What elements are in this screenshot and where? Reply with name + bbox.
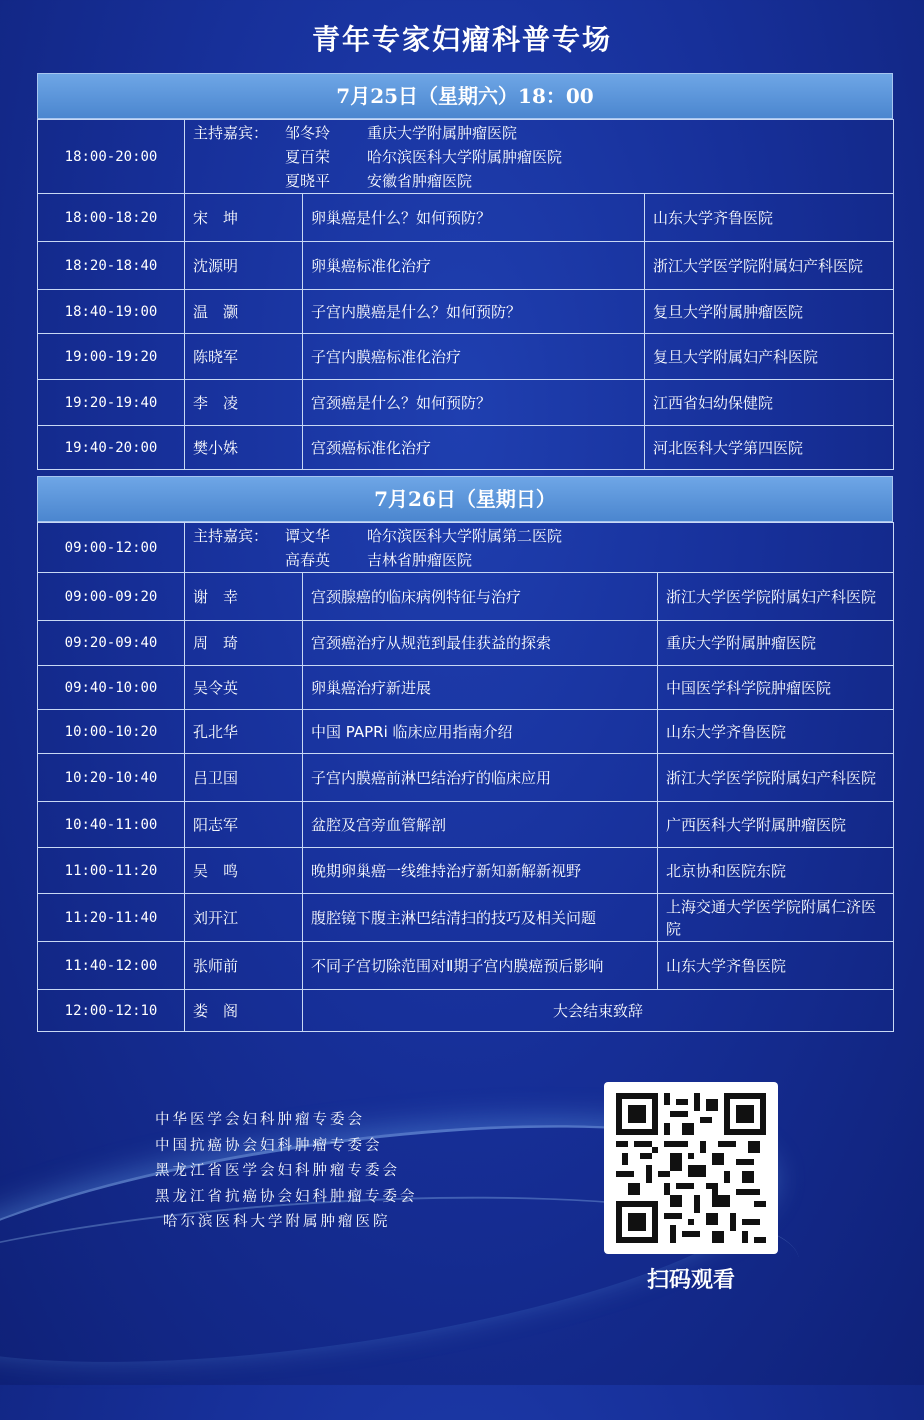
row-topic: 宫颈癌是什么？如何预防？ — [303, 380, 645, 426]
host-time: 09:00-12:00 — [38, 523, 185, 573]
schedule-row — [38, 621, 894, 666]
row-speaker: 李 凌 — [185, 380, 303, 426]
host-line — [193, 548, 885, 572]
organizer: 中华医学会妇科肿瘤专委会 — [155, 1112, 365, 1128]
row-speaker: 娄 阁 — [185, 990, 303, 1032]
row-speaker: 周 琦 — [185, 621, 303, 666]
row-topic: 晚期卵巢癌一线维持治疗新知新解新视野 — [303, 848, 658, 894]
organizer: 哈尔滨医科大学附属肿瘤医院 — [163, 1214, 391, 1230]
row-speaker: 张师前 — [185, 942, 303, 990]
row-topic: 卵巢癌治疗新进展 — [303, 666, 658, 710]
schedule-row — [38, 942, 894, 990]
row-speaker: 阳志军 — [185, 802, 303, 848]
qr-code-icon — [616, 1093, 766, 1243]
row-topic: 宫颈癌标准化治疗 — [303, 426, 645, 470]
row-time: 09:40-10:00 — [38, 666, 185, 710]
schedule-row — [38, 754, 894, 802]
host-line — [193, 524, 885, 548]
host-org: 哈尔滨医科大学附属肿瘤医院 — [367, 147, 563, 166]
row-org: 江西省妇幼保健院 — [645, 380, 894, 426]
schedule-row — [38, 710, 894, 754]
host-org: 重庆大学附属肿瘤医院 — [367, 123, 518, 142]
host-name: 夏百荣 — [285, 147, 331, 166]
row-speaker: 陈晓军 — [185, 334, 303, 380]
row-org: 重庆大学附属肿瘤医院 — [658, 621, 894, 666]
host-line — [193, 169, 885, 193]
row-org: 浙江大学医学院附属妇产科医院 — [658, 754, 894, 802]
row-time: 19:00-19:20 — [38, 334, 185, 380]
organizer: 中国抗癌协会妇科肿瘤专委会 — [155, 1137, 383, 1154]
row-topic: 中国 PAPRi 临床应用指南介绍 — [303, 710, 658, 754]
host-name: 谭文华 — [285, 526, 331, 545]
page-title: 青年专家妇瘤科普专场 — [311, 23, 612, 56]
row-topic: 卵巢癌是什么？如何预防？ — [303, 194, 645, 242]
day2-schedule-table — [37, 522, 894, 1032]
row-topic: 盆腔及宫旁血管解剖 — [303, 802, 658, 848]
row-speaker: 吴 鸣 — [185, 848, 303, 894]
row-time: 18:20-18:40 — [38, 242, 185, 290]
schedule-row — [38, 194, 894, 242]
row-speaker: 樊小姝 — [185, 426, 303, 470]
row-topic: 子宫内膜癌是什么？如何预防？ — [303, 290, 645, 334]
row-time: 11:40-12:00 — [38, 942, 185, 990]
row-org: 山东大学齐鲁医院 — [658, 942, 894, 990]
host-line — [193, 145, 885, 169]
host-name: 邹冬玲 — [285, 123, 331, 142]
schedule-row — [38, 290, 894, 334]
organizer: 黑龙江省抗癌协会妇科肿瘤专委会 — [155, 1188, 418, 1205]
row-time: 10:20-10:40 — [38, 754, 185, 802]
row-time: 19:20-19:40 — [38, 380, 185, 426]
schedule-row — [38, 573, 894, 621]
host-org: 吉林省肿瘤医院 — [367, 550, 473, 569]
closing-text: 大会结束致辞 — [303, 990, 894, 1032]
schedule-row — [38, 894, 894, 942]
closing-row — [38, 990, 894, 1032]
row-time: 11:20-11:40 — [38, 894, 185, 942]
row-time: 10:00-10:20 — [38, 710, 185, 754]
row-topic: 不同子宫切除范围对Ⅱ期子宫内膜癌预后影响 — [303, 942, 658, 990]
host-name: 夏晓平 — [285, 171, 331, 190]
row-topic: 卵巢癌标准化治疗 — [303, 242, 645, 290]
schedule-row — [38, 242, 894, 290]
row-org: 山东大学齐鲁医院 — [658, 710, 894, 754]
row-speaker: 孔北华 — [185, 710, 303, 754]
row-org: 复旦大学附属肿瘤医院 — [645, 290, 894, 334]
row-time: 09:00-09:20 — [38, 573, 185, 621]
row-speaker: 吴令英 — [185, 666, 303, 710]
host-line — [193, 121, 885, 145]
schedule-row — [38, 334, 894, 380]
day1-schedule-table — [37, 119, 894, 470]
row-org: 山东大学齐鲁医院 — [645, 194, 894, 242]
schedule-row — [38, 848, 894, 894]
row-org: 广西医科大学附属肿瘤医院 — [658, 802, 894, 848]
host-name: 高春英 — [285, 550, 331, 569]
row-time: 10:40-11:00 — [38, 802, 185, 848]
host-org: 安徽省肿瘤医院 — [367, 171, 473, 190]
row-org: 复旦大学附属妇产科医院 — [645, 334, 894, 380]
row-speaker: 温 灏 — [185, 290, 303, 334]
host-label: 主持嘉宾： — [193, 123, 269, 142]
row-speaker: 谢 幸 — [185, 573, 303, 621]
row-org: 中国医学科学院肿瘤医院 — [658, 666, 894, 710]
day2-host-row — [38, 523, 894, 573]
host-cell — [185, 120, 894, 194]
day2-header: 7月26日（星期日） — [37, 476, 893, 522]
schedule-row — [38, 426, 894, 470]
row-org: 浙江大学医学院附属妇产科医院 — [645, 242, 894, 290]
schedule-row — [38, 802, 894, 848]
row-speaker: 吕卫国 — [185, 754, 303, 802]
qr-caption: 扫码观看 — [646, 1268, 735, 1293]
row-topic: 宫颈癌治疗从规范到最佳获益的探索 — [303, 621, 658, 666]
host-time: 18:00-20:00 — [38, 120, 185, 194]
row-org: 浙江大学医学院附属妇产科医院 — [658, 573, 894, 621]
row-topic: 子宫内膜癌标准化治疗 — [303, 334, 645, 380]
day1-header: 7月25日（星期六）18：00 — [37, 73, 893, 119]
row-speaker: 宋 坤 — [185, 194, 303, 242]
qr-code[interactable] — [604, 1082, 778, 1254]
row-topic: 腹腔镜下腹主淋巴结清扫的技巧及相关问题 — [303, 894, 658, 942]
row-topic: 子宫内膜癌前淋巴结治疗的临床应用 — [303, 754, 658, 802]
host-label: 主持嘉宾： — [193, 526, 269, 545]
row-time: 09:20-09:40 — [38, 621, 185, 666]
organizers-list — [155, 1108, 418, 1236]
day1-host-row — [38, 120, 894, 194]
row-time: 12:00-12:10 — [38, 990, 185, 1032]
schedule-row — [38, 666, 894, 710]
host-cell — [185, 523, 894, 573]
row-time: 18:40-19:00 — [38, 290, 185, 334]
row-org: 河北医科大学第四医院 — [645, 426, 894, 470]
row-speaker: 刘开江 — [185, 894, 303, 942]
row-time: 19:40-20:00 — [38, 426, 185, 470]
schedule-row — [38, 380, 894, 426]
row-org: 北京协和医院东院 — [658, 848, 894, 894]
row-time: 18:00-18:20 — [38, 194, 185, 242]
row-time: 11:00-11:20 — [38, 848, 185, 894]
host-org: 哈尔滨医科大学附属第二医院 — [367, 526, 563, 545]
row-speaker: 沈源明 — [185, 242, 303, 290]
row-topic: 宫颈腺癌的临床病例特征与治疗 — [303, 573, 658, 621]
organizer: 黑龙江省医学会妇科肿瘤专委会 — [155, 1163, 400, 1179]
row-org: 上海交通大学医学院附属仁济医院 — [658, 894, 894, 942]
